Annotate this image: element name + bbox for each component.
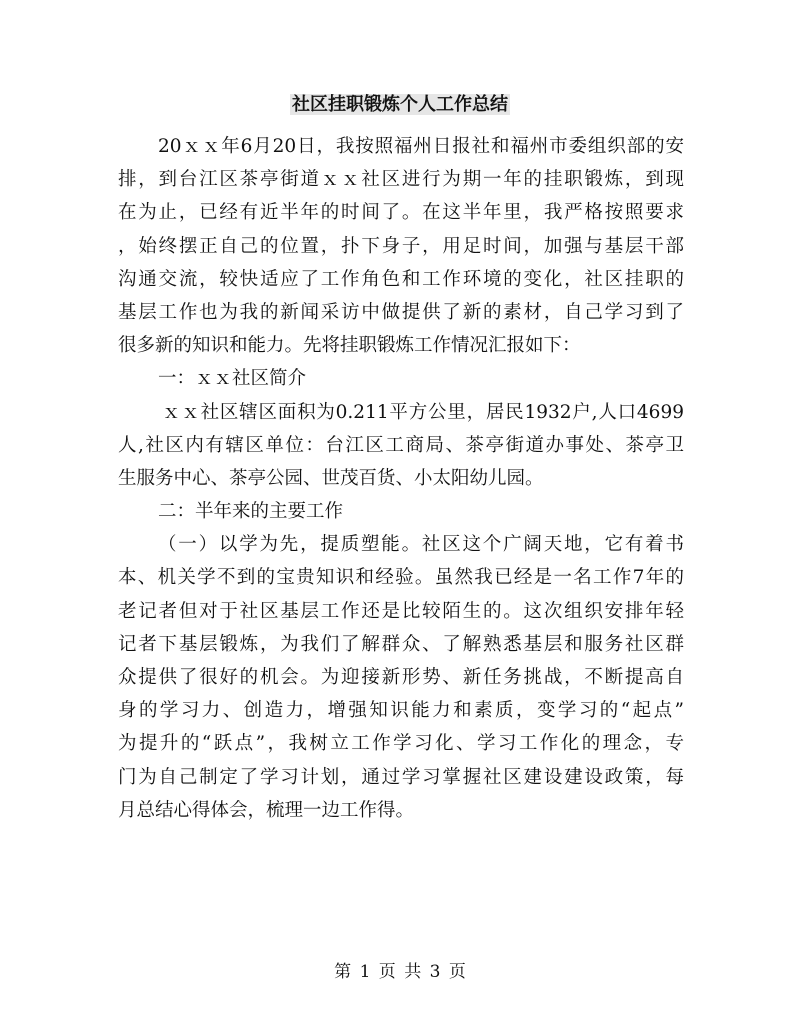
text-line: 本、机关学不到的宝贵知识和经验。虽然我已经是一名工作7年的 [118, 567, 684, 589]
section-heading-main-work [118, 495, 684, 528]
text-line: 门为自己制定了学习计划，通过学习掌握社区建设建设政策，每 [118, 766, 684, 788]
text-line: 很多新的知识和能力。先将挂职锻炼工作情况汇报如下： [118, 335, 581, 357]
text-line: 人,社区内有辖区单位：台江区工商局、茶亭街道办事处、茶亭卫 [118, 434, 684, 456]
text-line: 二：半年来的主要工作 [158, 501, 344, 523]
text-line: 一：ｘｘ社区简介 [158, 368, 307, 390]
text-line: 排，到台江区茶亭街道ｘｘ社区进行为期一年的挂职锻炼，到现 [118, 169, 684, 191]
text-line: ｘｘ社区辖区面积为0.211平方公里，居民1932户,人口4699 [162, 401, 684, 423]
text-line: 众提供了很好的机会。为迎接新形势、新任务挑战，不断提高自 [118, 667, 684, 688]
text-line: 身的学习力、创造力，增强知识能力和素质，变学习的“起点” [118, 700, 684, 722]
paragraph-intro [118, 130, 684, 362]
page-footer [0, 960, 800, 984]
text-line: 老记者但对于社区基层工作还是比较陌生的。这次组织安排年轻 [118, 600, 684, 622]
text-line: 为提升的“跃点”，我树立工作学习化、学习工作化的理念，专 [118, 733, 684, 755]
paragraph-learning [118, 528, 684, 827]
text-line: （一）以学为先，提质塑能。社区这个广阔天地，它有着书 [158, 534, 684, 556]
text-line: 月总结心得体会，梳理一边工作得。 [118, 799, 415, 821]
document-title [0, 92, 800, 118]
text-line: 生服务中心、茶亭公园、世茂百货、小太阳幼儿园。 [118, 467, 544, 489]
section-heading-community-intro [118, 362, 684, 395]
text-line: 沟通交流，较快适应了工作角色和工作环境的变化，社区挂职的 [118, 268, 684, 290]
text-line: 20ｘｘ年6月20日，我按照福州日报社和福州市委组织部的安 [158, 136, 684, 157]
text-line: 在为止，已经有近半年的时间了。在这半年里，我严格按照要求 [118, 202, 684, 224]
text-line: ，始终摆正自己的位置，扑下身子，用足时间，加强与基层干部 [118, 235, 684, 257]
document-title-text: 社区挂职锻炼个人工作总结 [292, 94, 508, 115]
text-line: 基层工作也为我的新闻采访中做提供了新的素材，自己学习到了 [118, 301, 684, 323]
paragraph-community-intro [118, 396, 684, 496]
page-number-label: 第 1 页 共 3 页 [334, 962, 466, 982]
text-line: 记者下基层锻炼，为我们了解群众、了解熟悉基层和服务社区群 [118, 633, 684, 655]
document-body [118, 130, 684, 827]
